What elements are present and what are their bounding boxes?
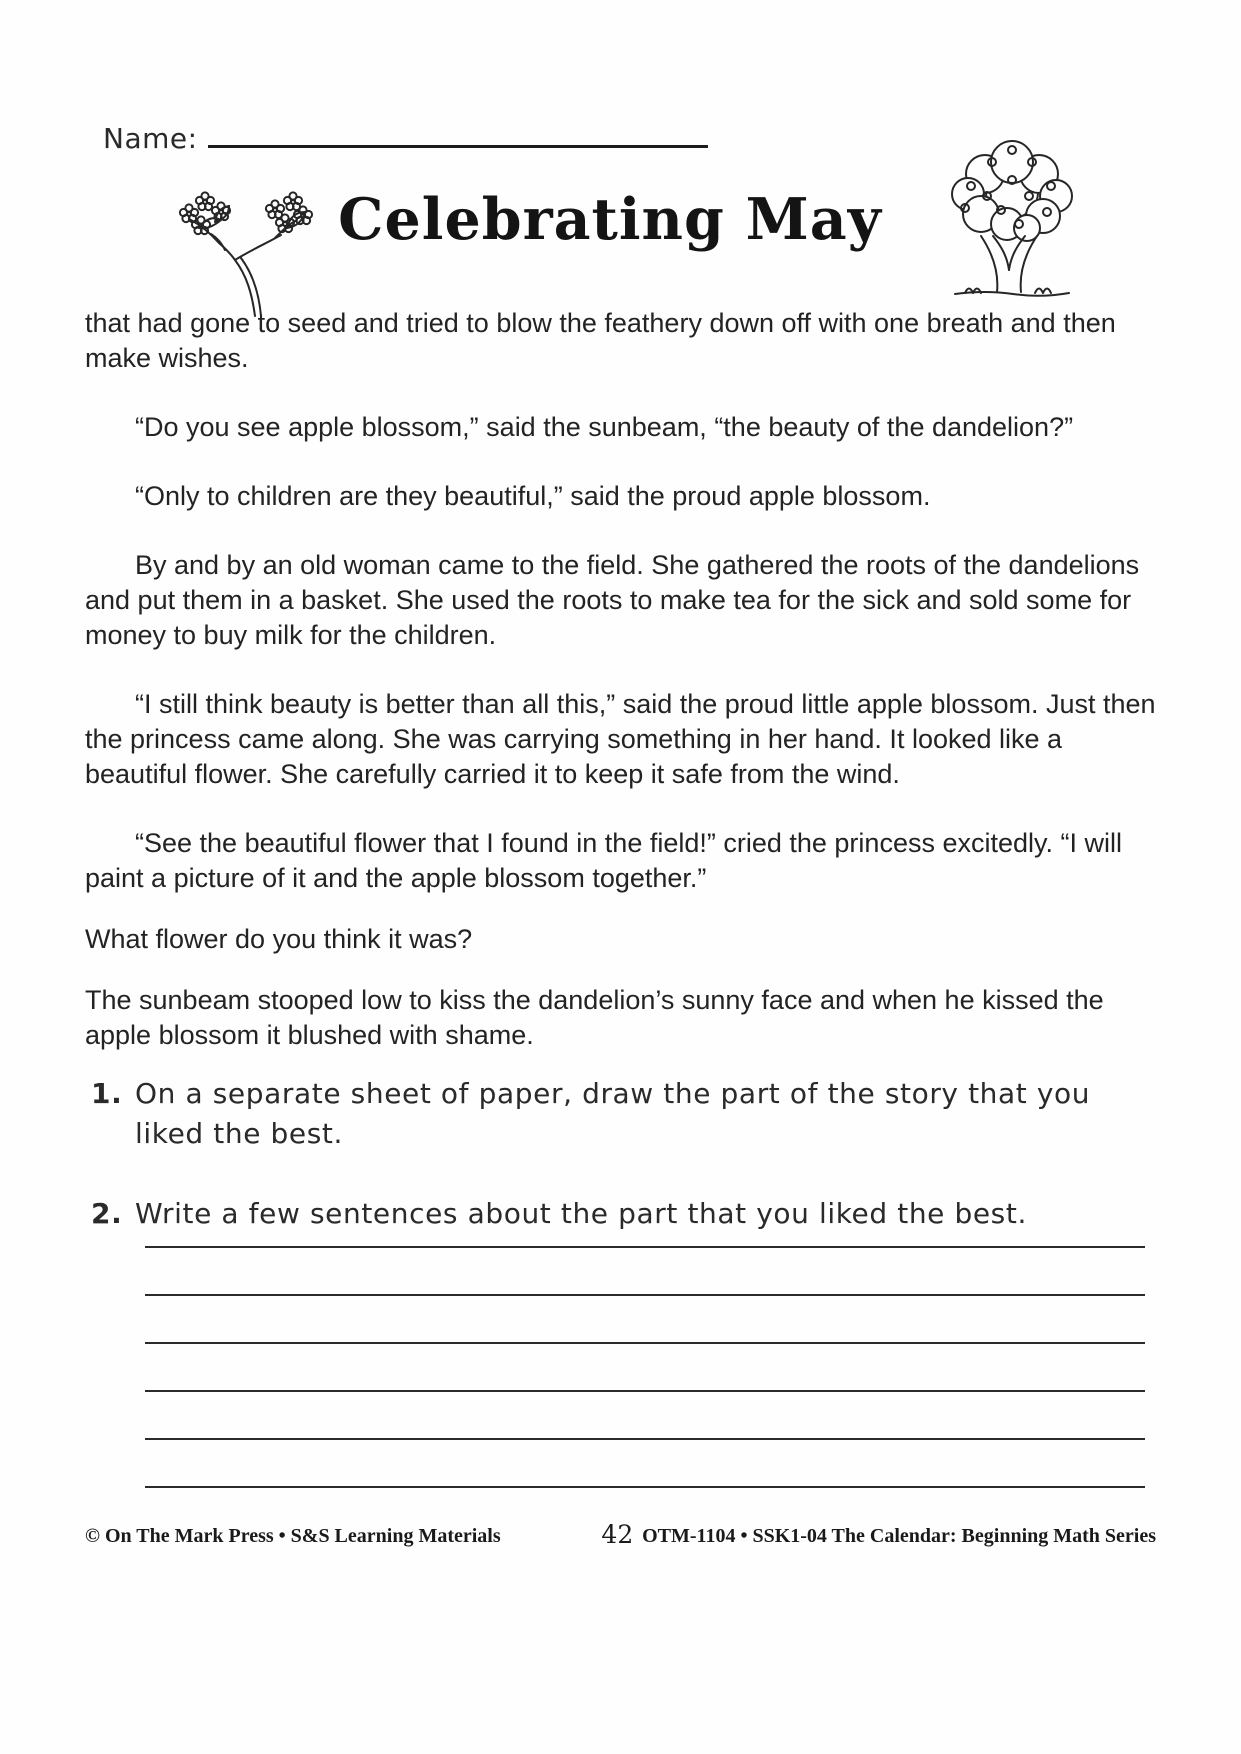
story-paragraph: “Do you see apple blossom,” said the sunbeam, “the beauty of the dandelion?” bbox=[135, 412, 1074, 442]
story-paragraph: that had gone to seed and tried to blow the feathery down off with one breath and then make wishes. bbox=[85, 308, 1116, 373]
footer-page-number: 42 bbox=[601, 1520, 634, 1549]
story-text bbox=[85, 306, 1159, 1087]
task-item-1 bbox=[85, 1074, 1159, 1154]
task-number: 2. bbox=[91, 1197, 123, 1230]
story-paragraph: “Only to children are they beautiful,” said the proud apple blossom. bbox=[135, 481, 931, 511]
writing-line[interactable] bbox=[145, 1296, 1145, 1344]
story-paragraph: “See the beautiful flower that I found in the field!” cried the princess excitedly. “I will paint a picture of it and the apple blossom together.” bbox=[85, 828, 1122, 893]
footer-series: OTM-1104 • SSK1-04 The Calendar: Beginning Math Series bbox=[642, 1525, 1156, 1547]
task-number: 1. bbox=[91, 1077, 123, 1110]
page-footer bbox=[85, 1520, 1156, 1554]
name-label: Name: bbox=[103, 122, 198, 155]
writing-line[interactable] bbox=[145, 1344, 1145, 1392]
writing-line[interactable] bbox=[145, 1392, 1145, 1440]
story-paragraph: By and by an old woman came to the field. She gathered the roots of the dandelions and put them in a basket. She used the roots to make tea for the sick and sold some for money to buy milk for the children. bbox=[85, 550, 1140, 650]
story-paragraph: The sunbeam stooped low to kiss the dandelion’s sunny face and when he kissed the apple blossom it blushed with shame. bbox=[85, 985, 1104, 1050]
task-text: Write a few sentences about the part that you liked the best. bbox=[135, 1197, 1027, 1230]
blossom-branch-illustration bbox=[155, 158, 340, 318]
story-paragraph: “I still think beauty is better than all this,” said the proud little apple blossom. Just then the princess came along. She was carrying something in her hand. It looked like a beautiful flower. She carefully carried it to keep it safe from the wind. bbox=[85, 689, 1156, 789]
writing-line[interactable] bbox=[145, 1440, 1145, 1488]
task-text: On a separate sheet of paper, draw the part of the story that you liked the best. bbox=[135, 1077, 1091, 1150]
writing-line[interactable] bbox=[145, 1200, 1145, 1248]
page-title: Celebrating May bbox=[338, 186, 882, 253]
story-question: What flower do you think it was? bbox=[85, 924, 473, 954]
footer-publisher: © On The Mark Press • S&S Learning Materials bbox=[85, 1525, 501, 1547]
writing-area bbox=[145, 1200, 1145, 1488]
name-input-line[interactable] bbox=[208, 118, 708, 148]
writing-line[interactable] bbox=[145, 1248, 1145, 1296]
apple-tree-illustration bbox=[935, 130, 1090, 305]
name-row bbox=[103, 118, 703, 155]
